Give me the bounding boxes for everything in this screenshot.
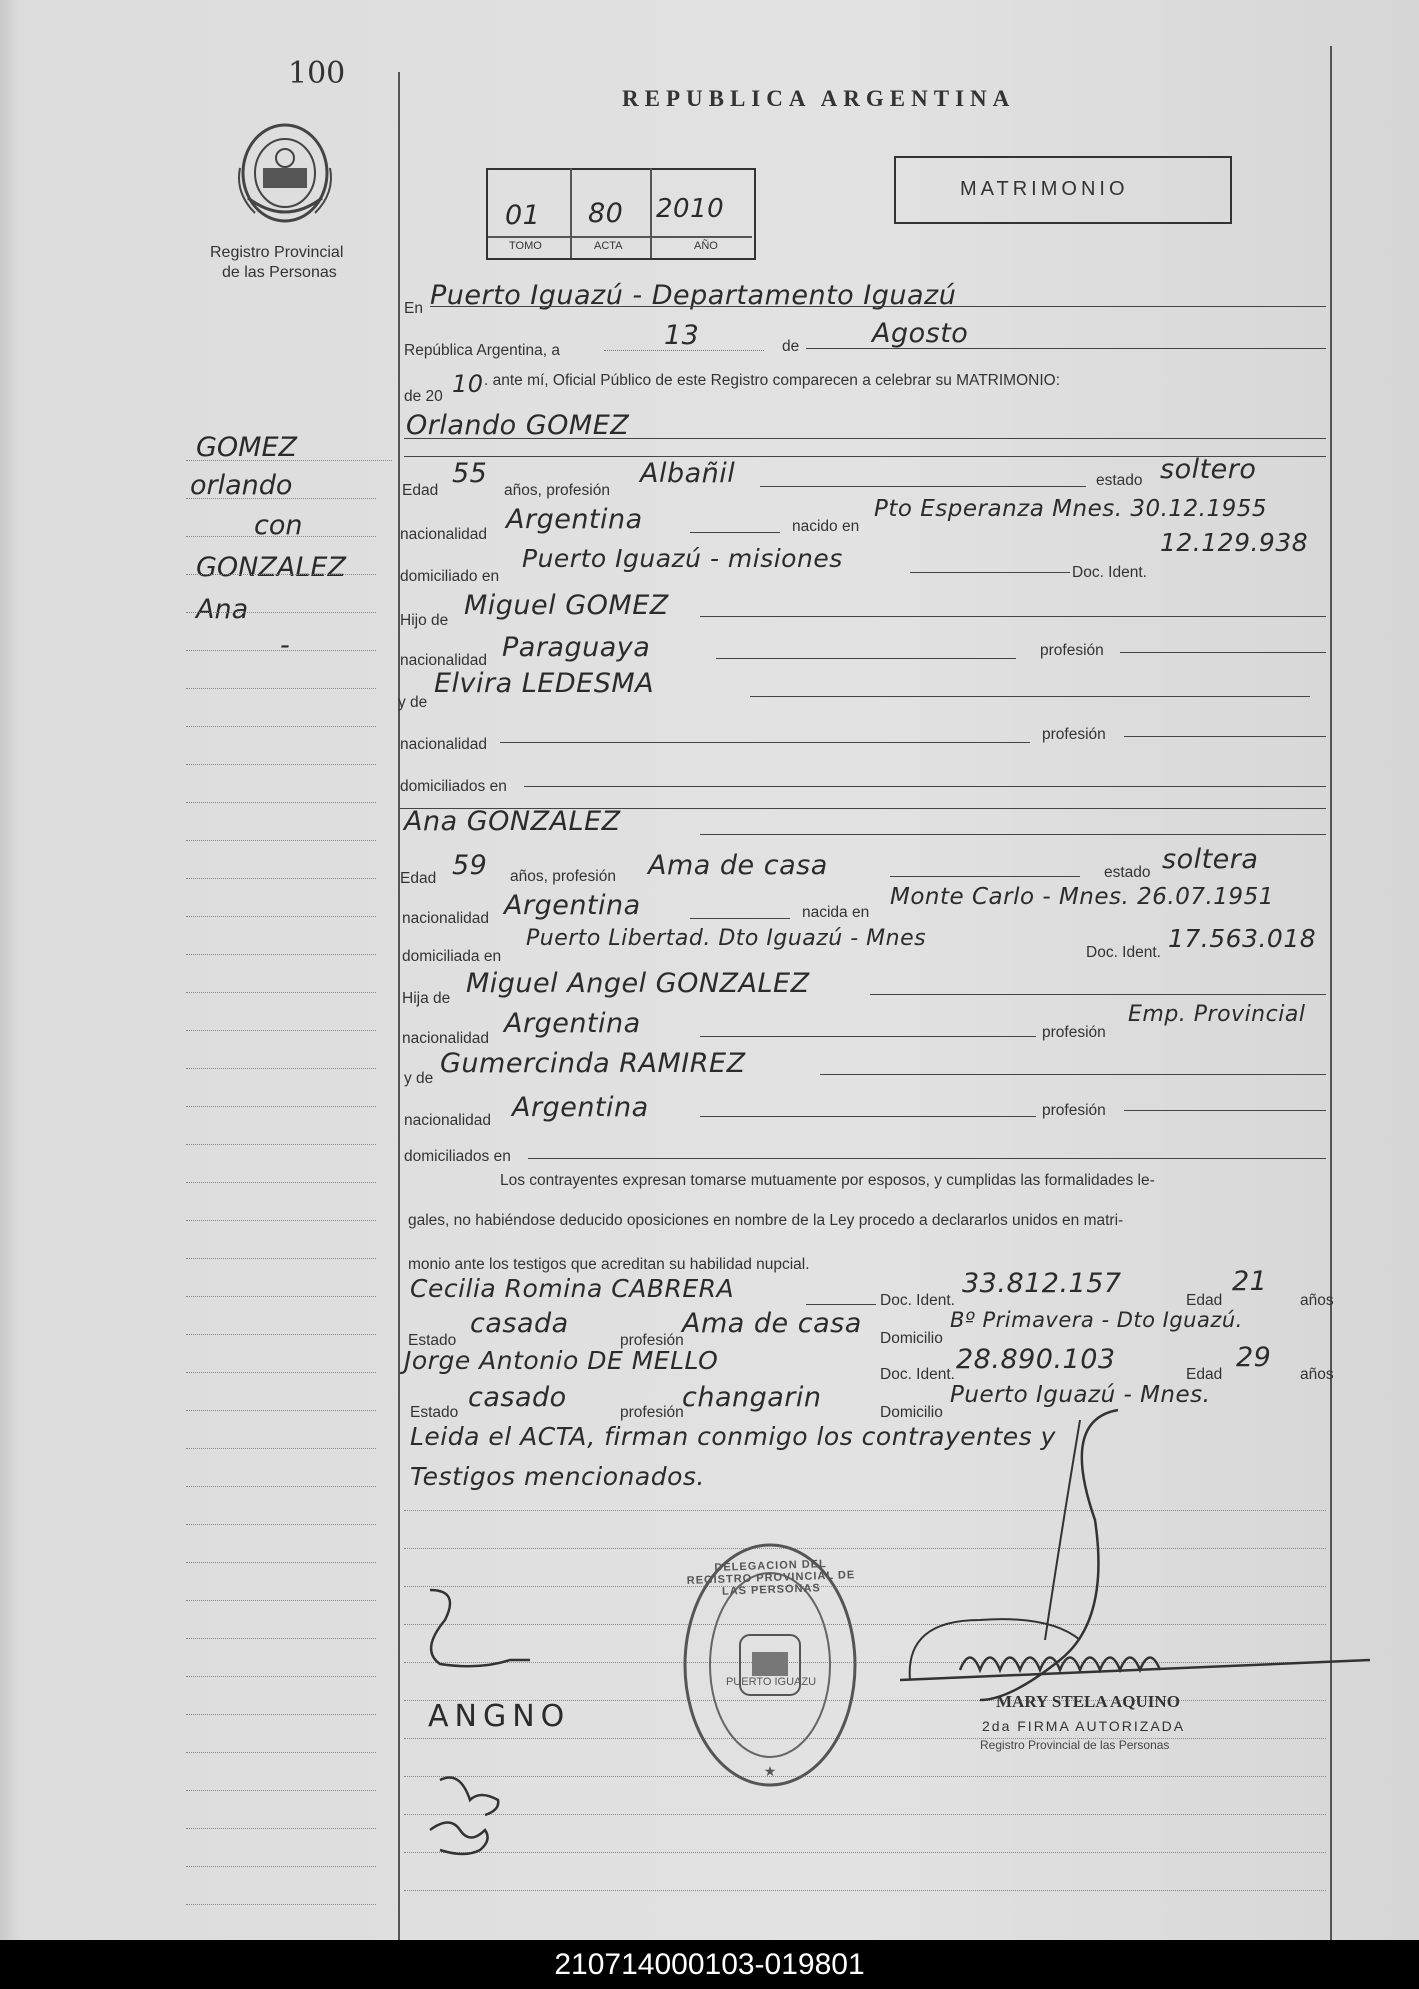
witness2-domicile: Puerto Iguazú - Mnes. <box>950 1382 1211 1408</box>
groom-domiciliado-label: domiciliado en <box>400 568 500 585</box>
groom-birth: Pto Esperanza Mnes. 30.12.1955 <box>874 496 1268 522</box>
bride-edad-label: Edad <box>400 870 437 887</box>
margin-name-2: Ana <box>196 594 249 625</box>
groom-name: Orlando GOMEZ <box>406 410 630 441</box>
groom-father-prof-label: profesión <box>1040 642 1104 659</box>
republica-label: República Argentina, a <box>404 342 560 359</box>
groom-father-nat: Paraguaya <box>502 632 651 663</box>
bride-domicile: Puerto Libertad. Dto Iguazú - Mnes <box>526 926 927 951</box>
day: 13 <box>664 320 700 351</box>
bride-doc: 17.563.018 <box>1168 924 1317 953</box>
bride-mother-nat-label: nacionalidad <box>404 1112 492 1129</box>
groom-father-label: Hijo de <box>400 612 449 629</box>
bride-anos-profesion-label: años, profesión <box>510 868 616 885</box>
groom-parents-dom-label: domiciliados en <box>400 778 507 795</box>
groom-father: Miguel GOMEZ <box>464 590 669 621</box>
tomo-label: TOMO <box>509 240 542 252</box>
record-type: MATRIMONIO <box>960 178 1129 200</box>
en-label: En <box>404 300 423 317</box>
official-name: MARY STELA AQUINO <box>996 1692 1180 1711</box>
bride-mother-label: y de <box>404 1070 434 1087</box>
bride-birth: Monte Carlo - Mnes. 26.07.1951 <box>890 884 1274 910</box>
witness2-age: 29 <box>1236 1342 1272 1373</box>
witness1-doc: 33.812.157 <box>962 1268 1122 1299</box>
witness1-name: Cecilia Romina CABRERA <box>410 1274 735 1303</box>
bride-estado: soltera <box>1162 844 1259 875</box>
bride-father-label: Hija de <box>402 990 451 1007</box>
groom-doc: 12.129.938 <box>1160 528 1309 557</box>
bride-father-prof-label: profesión <box>1042 1024 1106 1041</box>
witness1-estado-label: Estado <box>408 1332 457 1349</box>
bride-doc-label: Doc. Ident. <box>1086 944 1161 961</box>
anio-label: AÑO <box>694 240 718 252</box>
registry-name-line1: Registro Provincial <box>210 244 344 261</box>
anio-value: 2010 <box>656 194 725 224</box>
witness1-domicile: Bº Primavera - Dto Iguazú. <box>950 1308 1243 1332</box>
bride-father-nat: Argentina <box>504 1008 641 1039</box>
bride-father: Miguel Angel GONZALEZ <box>466 968 810 999</box>
groom-doc-label: Doc. Ident. <box>1072 564 1147 581</box>
groom-nacionalidad-label: nacionalidad <box>400 526 488 543</box>
bride-parents-dom-label: domiciliados en <box>404 1148 511 1165</box>
year-suffix: 10 <box>452 370 484 398</box>
groom-nacido-label: nacido en <box>792 518 860 535</box>
bride-mother-prof-label: profesión <box>1042 1102 1106 1119</box>
acta-value: 80 <box>588 198 624 229</box>
witness1-doc-label: Doc. Ident. <box>880 1292 955 1309</box>
place: Puerto Iguazú - Departamento Iguazú <box>430 280 957 311</box>
witness2-dom-label: Domicilio <box>880 1404 943 1421</box>
witness2-edad-label: Edad <box>1186 1366 1223 1383</box>
acta-label: ACTA <box>594 240 623 252</box>
margin-dash: - <box>280 630 290 661</box>
seal-inner-text: PUERTO IGUAZU <box>725 1676 817 1688</box>
page-number: 100 <box>288 56 346 91</box>
de-label: de <box>782 338 800 355</box>
margin-connector: con <box>254 510 303 541</box>
month: Agosto <box>872 318 969 349</box>
year-prefix: de 20 <box>404 388 443 405</box>
groom-anos-profesion-label: años, profesión <box>504 482 610 499</box>
margin-surname-1: GOMEZ <box>196 432 298 463</box>
groom-estado-label: estado <box>1096 472 1143 489</box>
official-title: 2da FIRMA AUTORIZADA <box>982 1718 1186 1734</box>
groom-mother-prof-label: profesión <box>1042 726 1106 743</box>
witness2-profession: changarin <box>682 1382 822 1413</box>
witness1-age: 21 <box>1232 1266 1268 1297</box>
declaration-line1: Los contrayentes expresan tomarse mutuamente por esposos, y cumplidas las formalidades le- <box>500 1172 1155 1189</box>
groom-nationality: Argentina <box>506 504 643 535</box>
margin-surname-2: GONZALEZ <box>196 552 346 583</box>
witness2-estado: casado <box>468 1382 567 1413</box>
bride-mother-nat: Argentina <box>512 1092 649 1123</box>
witness2-doc: 28.890.103 <box>956 1344 1116 1375</box>
bride-profession: Ama de casa <box>648 850 828 881</box>
svg-text:★: ★ <box>763 1764 777 1780</box>
margin-name-1: orlando <box>190 470 293 501</box>
bride-father-prof: Emp. Provincial <box>1128 1002 1306 1027</box>
intro-text: . ante mí, Oficial Público de este Registro comparecen a celebrar su MATRIMONIO: <box>484 372 1061 389</box>
bride-domiciliada-label: domiciliada en <box>402 948 502 965</box>
bride-nationality: Argentina <box>504 890 641 921</box>
signature-mark: ANGNO <box>428 1699 571 1734</box>
witness2-anos-label: años <box>1300 1366 1334 1383</box>
official-office: Registro Provincial de las Personas <box>980 1738 1170 1752</box>
bride-name: Ana GONZALEZ <box>404 806 621 837</box>
closing-line1: Leida el ACTA, firman conmigo los contrayentes y <box>410 1422 1056 1451</box>
groom-profession: Albañil <box>640 458 736 489</box>
closing-line2: Testigos mencionados. <box>410 1462 705 1491</box>
groom-mother: Elvira LEDESMA <box>434 668 655 699</box>
barcode-number: 210714000103-019801 <box>0 1940 1419 1989</box>
groom-mother-label: y de <box>398 694 428 711</box>
bride-mother: Gumercinda RAMIREZ <box>440 1048 746 1079</box>
groom-father-nat-label: nacionalidad <box>400 652 488 669</box>
witness1-dom-label: Domicilio <box>880 1330 943 1347</box>
groom-age: 55 <box>452 458 488 489</box>
groom-domicile: Puerto Iguazú - misiones <box>522 544 843 573</box>
bride-age: 59 <box>452 850 488 881</box>
seal-outer-text: DELEGACION DEL REGISTRO PROVINCIAL DE LAS PERSONAS <box>686 1558 856 1598</box>
witness2-prof-label: profesión <box>620 1404 684 1421</box>
witness2-estado-label: Estado <box>410 1404 459 1421</box>
witness2-doc-label: Doc. Ident. <box>880 1366 955 1383</box>
witness2-name: Jorge Antonio DE MELLO <box>404 1346 719 1375</box>
witness1-estado: casada <box>470 1308 569 1339</box>
tomo-value: 01 <box>505 200 541 231</box>
bride-nacida-label: nacida en <box>802 904 870 921</box>
witness1-prof-label: profesión <box>620 1332 684 1349</box>
declaration-line3: monio ante los testigos que acreditan su habilidad nupcial. <box>408 1256 810 1273</box>
country-title: REPUBLICA ARGENTINA <box>622 86 1016 111</box>
groom-edad-label: Edad <box>402 482 439 499</box>
groom-estado: soltero <box>1160 454 1257 485</box>
bride-father-nat-label: nacionalidad <box>402 1030 490 1047</box>
groom-mother-nat-label: nacionalidad <box>400 736 488 753</box>
witness1-anos-label: años <box>1300 1292 1334 1309</box>
bride-nacionalidad-label: nacionalidad <box>402 910 490 927</box>
registry-name-line2: de las Personas <box>222 264 337 281</box>
bride-estado-label: estado <box>1104 864 1151 881</box>
witness1-edad-label: Edad <box>1186 1292 1223 1309</box>
declaration-line2: gales, no habiéndose deducido oposiciones en nombre de la Ley procedo a declararlos unidos en matri- <box>408 1212 1124 1229</box>
witness1-profession: Ama de casa <box>682 1308 862 1339</box>
